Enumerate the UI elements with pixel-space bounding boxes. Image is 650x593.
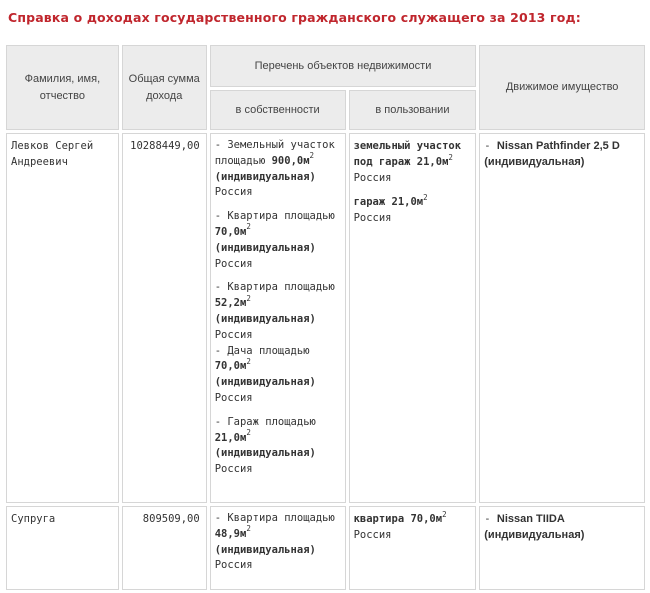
header-name: Фамилия, имя, отчество <box>6 45 119 130</box>
header-movable: Движимое имущество <box>479 45 645 130</box>
header-income: Общая сумма дохода <box>122 45 207 130</box>
property-entry: гараж $21,0м^2$ Россия <box>353 192 428 224</box>
page-title: Справка о доходах государственного гражданского служащего за 2013 год: <box>8 10 581 25</box>
movable-property-cell: - Nissan TIIDA (индивидуальная) <box>479 506 645 590</box>
header-owned: в собственности <box>210 90 346 130</box>
property-entry: земельный участок под гараж $21,0м^2$ Россия <box>353 140 462 184</box>
property-entry: квартира $70,0м^2$ Россия <box>353 509 447 541</box>
movable-property-cell: - Nissan Pathfinder 2,5 D (индивидуальная) <box>479 133 645 503</box>
property-entry: - Квартира площадью $52,2м^2$ (индивидуальная) Россия <box>214 281 335 341</box>
header-realty: Перечень объектов недвижимости <box>210 45 477 87</box>
income-cell: 809509,00 <box>122 506 207 590</box>
property-entry: - Дача площадью $70,0м^2$ (индивидуальная) Россия <box>214 344 316 404</box>
income-declaration-table <box>3 42 648 593</box>
property-entry: - Гараж площадью $21,0м^2$ (индивидуальная) Россия <box>214 415 316 476</box>
property-entry: - Квартира площадью $48,9м^2$ (индивидуальная) Россия <box>214 512 335 572</box>
property-entry: - Земельный участок площадью $900,0м^2$ (индивидуальная) Россия <box>214 139 335 199</box>
used-property-cell <box>349 133 477 503</box>
person-name-cell: Левков Сергей Андреевич <box>6 133 119 503</box>
header-used: в пользовании <box>349 90 477 130</box>
owned-property-cell <box>210 133 346 503</box>
table-row <box>6 506 645 590</box>
income-cell: 10288449,00 <box>122 133 207 503</box>
table-header-row <box>6 45 645 87</box>
owned-property-cell <box>210 506 346 590</box>
used-property-cell <box>349 506 477 590</box>
property-entry: - Квартира площадью $70,0м^2$ (индивидуальная) Россия <box>214 210 335 270</box>
person-name-cell: Супруга <box>6 506 119 590</box>
table-row <box>6 133 645 503</box>
